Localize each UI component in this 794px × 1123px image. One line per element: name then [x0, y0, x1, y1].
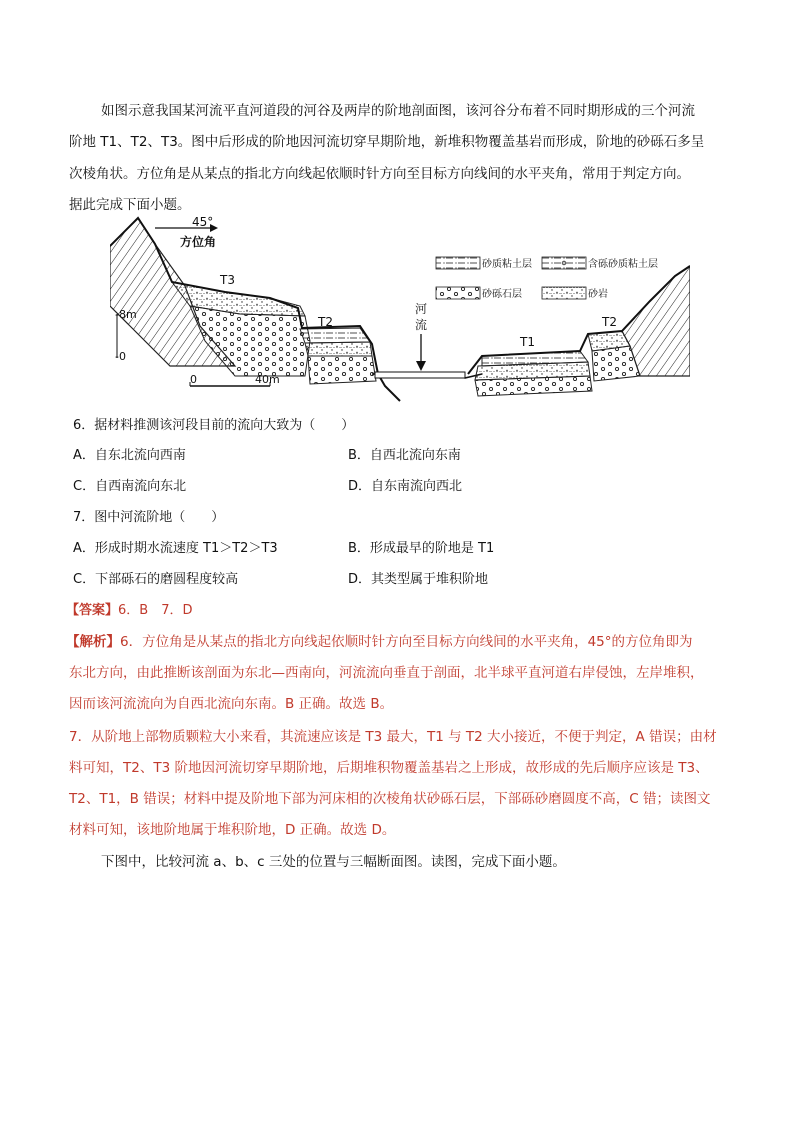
scale-zero: 0	[190, 373, 197, 386]
analysis-line-7: 材料可知，该地阶地属于堆积阶地，D 正确。故选 D。	[69, 822, 396, 838]
analysis-text-1: 6．方位角是从某点的指北方向线起依顺时针方向至目标方向线间的水平夹角，45°的方位角即为	[120, 634, 693, 650]
river-label-1: 河	[415, 302, 428, 316]
t1-terrace-gravel	[475, 376, 592, 396]
q6-option-d[interactable]: D．自东南流向西北	[348, 479, 463, 494]
answer-text: 6．B 7．D	[118, 603, 193, 618]
q7-option-a[interactable]: A．形成时期水流速度 T1＞T2＞T3	[73, 541, 278, 556]
answer-line	[66, 601, 193, 621]
river-label-2: 流	[415, 318, 428, 332]
intro-line-2: 阶地 T1、T2、T3。图中后形成的阶地因河流切穿早期阶地，新堆积物覆盖基岩而形成，阶地的砂砾石多呈	[69, 134, 705, 150]
river-water	[375, 372, 465, 378]
intro-line-4: 据此完成下面小题。	[69, 197, 191, 213]
t2-left-terrace-sand	[305, 342, 372, 356]
azimuth-angle: 45°	[192, 216, 214, 229]
label-t2-right: T2	[602, 315, 617, 329]
intro-line-3: 次棱角状。方位角是从某点的指北方向线起依顺时针方向至目标方向线间的水平夹角，常用于判定方向。	[69, 166, 690, 182]
q7-option-b[interactable]: B．形成最早的阶地是 T1	[348, 541, 495, 556]
legend-gravel: 砂砾石层	[482, 289, 522, 300]
q7-option-d[interactable]: D．其类型属于堆积阶地	[348, 572, 489, 587]
analysis-line-1	[66, 627, 693, 657]
intro-line-1: 如图示意我国某河流平直河道段的河谷及两岸的阶地剖面图，该河谷分布着不同时期形成的三个河流	[101, 103, 695, 119]
analysis-tag: 【解析】	[66, 634, 120, 650]
t2-left-terrace-clay	[300, 328, 370, 343]
analysis-line-5: 料可知，T2、T3 阶地因河流切穿早期阶地，后期堆积物覆盖基岩之上形成，故形成的先后顺序应该是 T3、	[69, 760, 709, 776]
legend	[436, 257, 658, 300]
legend-sandstone: 砂岩	[588, 289, 608, 300]
analysis-line-6: T2、T1，B 错误；材料中提及阶地下部为河床相的次棱角状砂砾石层，下部砾砂磨圆度不高，C 错；读图文	[69, 791, 711, 807]
legend-sandy-clay: 砂质粘土层	[482, 259, 532, 270]
scale-0: -0	[115, 350, 126, 363]
scale-8m: -8m	[115, 308, 137, 321]
scale-40m: 40m	[255, 373, 280, 386]
q6-option-a[interactable]: A．自东北流向西南	[73, 448, 186, 463]
legend-gravel-sandy-clay: 含砾砂质粘土层	[588, 259, 658, 270]
analysis-line-2: 东北方向，由此推断该剖面为东北—西南向，河流流向垂直于剖面，北半球平直河道右岸侵蚀，左岸堆积，	[69, 665, 704, 681]
q6-stem: 6．据材料推测该河段目前的流向大致为（ ）	[73, 418, 355, 433]
label-t3: T3	[220, 273, 235, 287]
label-t2-left: T2	[318, 315, 333, 329]
analysis-line-3: 因而该河流流向为自西北流向东南。B 正确。故选 B。	[69, 696, 394, 712]
azimuth-label: 方位角	[180, 235, 217, 249]
terrace-profile-figure	[110, 216, 690, 408]
q6-option-c[interactable]: C．自西南流向东北	[73, 479, 187, 494]
analysis-line-4: 7．从阶地上部物质颗粒大小来看，其流速应该是 T3 最大，T1 与 T2 大小接近，不便于判定，A 错误；由材	[69, 729, 717, 745]
answer-tag: 【答案】	[66, 603, 119, 618]
t2-left-terrace-gravel	[308, 356, 376, 384]
q7-stem: 7．图中河流阶地（ ）	[73, 510, 225, 525]
q6-option-b[interactable]: B．自西北流向东南	[348, 448, 461, 463]
next-intro: 下图中，比较河流 a、b、c 三处的位置与三幅断面图。读图，完成下面小题。	[101, 854, 566, 870]
q7-option-c[interactable]: C．下部砾石的磨圆程度较高	[73, 572, 239, 587]
river-arrow-head	[416, 361, 426, 371]
label-t1: T1	[520, 335, 535, 349]
